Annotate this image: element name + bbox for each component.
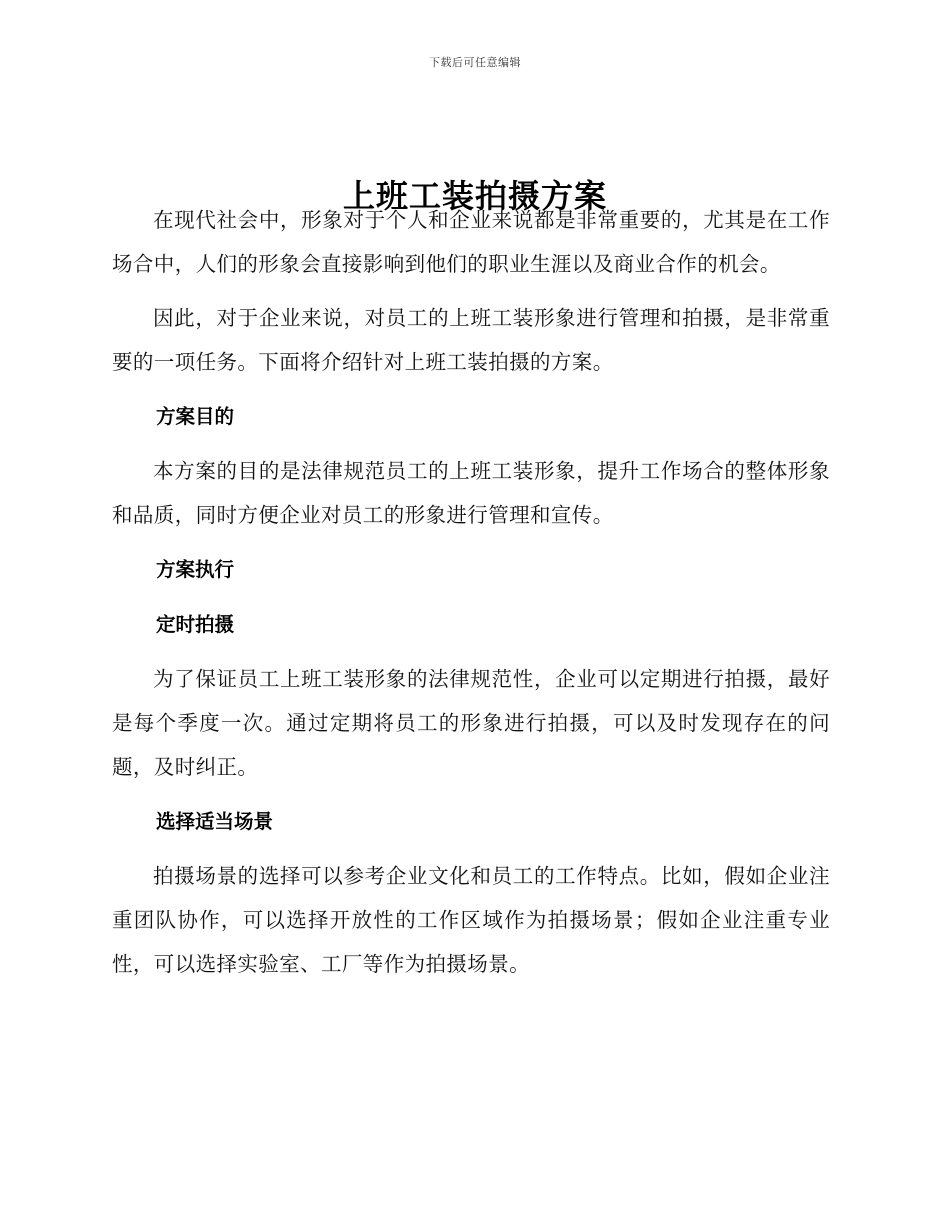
- heading-scene: 选择适当场景: [156, 810, 274, 833]
- paragraph-purpose: 本方案的目的是法律规范员工的上班工装形象，提升工作场合的整体形象和品质，同时方便企业对员工的形象进行管理和宣传。: [112, 459, 830, 527]
- heading-execution: 方案执行: [156, 558, 235, 581]
- paragraph-intro-2: 因此，对于企业来说，对员工的上班工装形象进行管理和拍摄，是非常重要的一项任务。下面将介绍针对上班工装拍摄的方案。: [112, 306, 830, 374]
- header-note: 下载后可任意编辑: [429, 56, 521, 69]
- heading-timing: 定时拍摄: [156, 613, 235, 636]
- document-title: 上班工装拍摄方案: [342, 177, 607, 216]
- paragraph-scene: 拍摄场景的选择可以参考企业文化和员工的工作特点。比如，假如企业注重团队协作，可以选择开放性的工作区域作为拍摄场景；假如企业注重专业性，可以选择实验室、工厂等作为拍摄场景。: [112, 864, 830, 976]
- paragraph-intro-1: 在现代社会中，形象对于个人和企业来说都是非常重要的，尤其是在工作场合中，人们的形象会直接影响到他们的职业生涯以及商业合作的机会。: [112, 208, 830, 276]
- paragraph-timing: 为了保证员工上班工装形象的法律规范性，企业可以定期进行拍摄，最好是每个季度一次。通过定期将员工的形象进行拍摄，可以及时发现存在的问题，及时纠正。: [112, 667, 830, 779]
- heading-purpose: 方案目的: [156, 405, 235, 428]
- document-body: [112, 198, 830, 996]
